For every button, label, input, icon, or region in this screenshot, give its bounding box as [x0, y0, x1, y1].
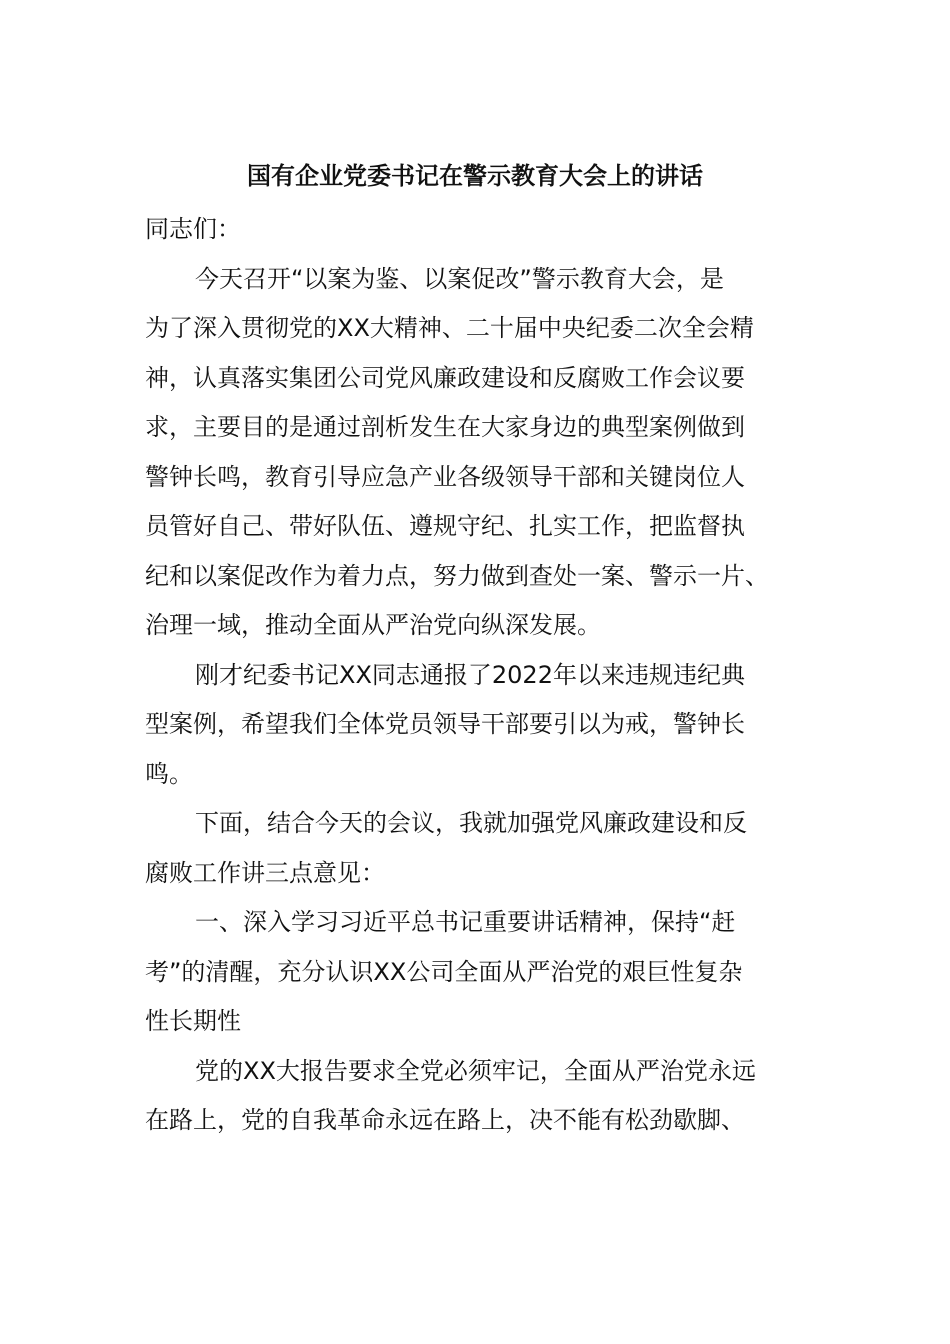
- paragraph-1-line-2: 为了深入贯彻党的XX大精神、二十届中央纪委二次全会精: [145, 314, 754, 342]
- paragraph-2-line-2: 型案例，希望我们全体党员领导干部要引以为戒，警钟长: [145, 710, 745, 738]
- paragraph-2-line-3: 鸣。: [145, 759, 193, 788]
- paragraph-1-line-5: 警钟长鸣，教育引导应急产业各级领导干部和关键岗位人: [145, 462, 745, 491]
- paragraph-3-line-1: 下面，结合今天的会议，我就加强党风廉政建设和反: [195, 809, 747, 837]
- paragraph-1-line-3: 神，认真落实集团公司党风廉政建设和反腐败工作会议要: [145, 363, 745, 392]
- section-1-heading-line-3: 性长期性: [145, 1007, 241, 1035]
- paragraph-2-line-1: 刚才纪委书记XX同志通报了2022年以来违规违纪典: [195, 660, 745, 689]
- salutation-line: 同志们：: [145, 215, 241, 243]
- paragraph-1-line-4: 求，主要目的是通过剖析发生在大家身边的典型案例做到: [145, 413, 745, 441]
- paragraph-1-line-1: 今天召开“以案为鉴、以案促改”警示教育大会，是: [195, 264, 724, 293]
- document-body: [145, 205, 807, 1146]
- paragraph-1-line-6: 员管好自己、带好队伍、遵规守纪、扎实工作，把监督执: [145, 512, 745, 540]
- paragraph-4-line-1: 党的XX大报告要求全党必须牢记，全面从严治党永远: [195, 1056, 756, 1085]
- paragraph-3-line-2: 腐败工作讲三点意见：: [145, 858, 385, 887]
- paragraph-4-line-2: 在路上，党的自我革命永远在路上，决不能有松劲歇脚、: [145, 1106, 745, 1134]
- section-1-heading-line-2: 考”的清醒，充分认识XX公司全面从严治党的艰巨性复杂: [145, 957, 743, 986]
- paragraph-1-line-8: 治理一域，推动全面从严治党向纵深发展。: [145, 611, 601, 639]
- paragraph-1-line-7: 纪和以案促改作为着力点，努力做到查处一案、警示一片、: [145, 561, 769, 590]
- document-title: 国有企业党委书记在警示教育大会上的讲话: [247, 162, 703, 190]
- section-1-heading-line-1: 一、深入学习习近平总书记重要讲话精神，保持“赶: [195, 908, 736, 936]
